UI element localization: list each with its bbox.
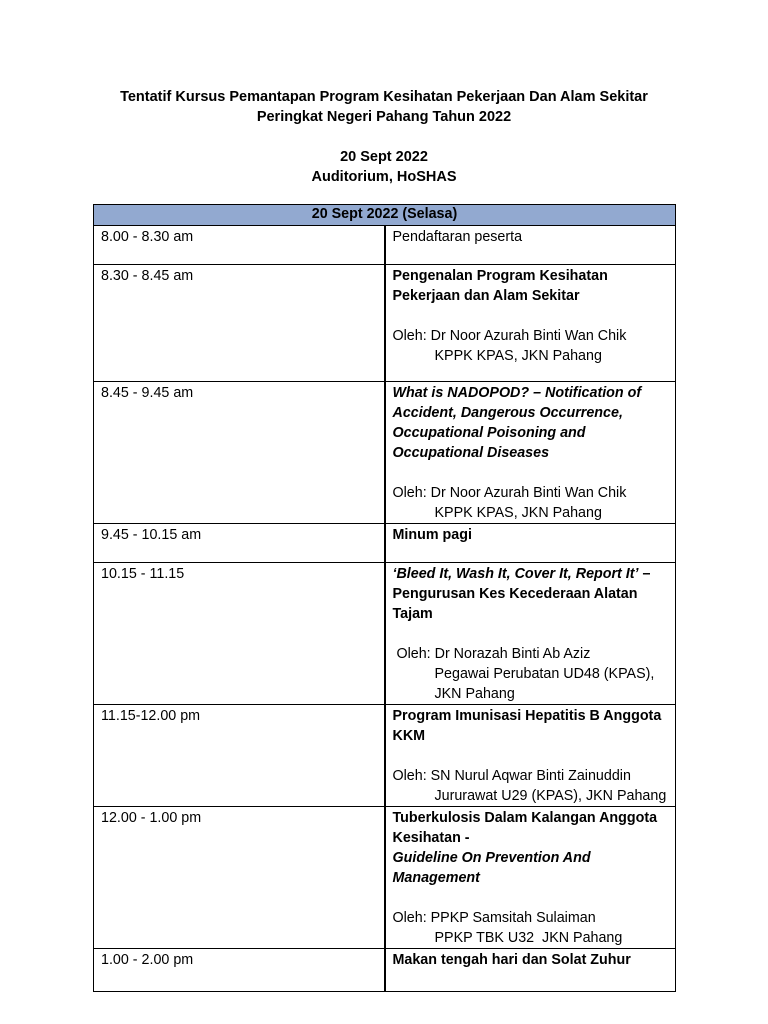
speaker-role: KPPK KPAS, JKN Pahang	[434, 505, 602, 521]
document-subtitle: Peringkat Negeri Pahang Tahun 2022	[256, 109, 512, 125]
activity-title: Makan tengah hari dan Solat Zuhur	[392, 952, 631, 968]
activity-title: Minum pagi	[392, 527, 472, 543]
activity-cell	[385, 705, 676, 807]
time-cell: 10.15 - 11.15	[94, 563, 385, 705]
speaker-block	[393, 326, 669, 366]
speaker-block	[393, 644, 669, 704]
time-cell: 12.00 - 1.00 pm	[94, 807, 385, 949]
speaker-block	[393, 766, 669, 806]
activity-title-italic: What is NADOPOD? – Notification of Accident, Dangerous Occurrence, Occupational Poisoning and Occupational Diseases	[392, 385, 642, 461]
activity-title-rest: – Pengurusan Kes Kecederaan Alatan Tajam	[392, 566, 651, 622]
schedule-table	[93, 204, 676, 992]
day-header-row	[94, 205, 676, 226]
table-row	[94, 705, 676, 807]
speaker-role: Pegawai Perubatan UD48 (KPAS), JKN Pahang	[434, 666, 655, 702]
activity-cell	[385, 226, 676, 265]
time-cell: 8.45 - 9.45 am	[94, 382, 385, 524]
activity-cell	[385, 382, 676, 524]
event-date: 20 Sept 2022	[340, 149, 428, 165]
header-spacer	[0, 127, 768, 147]
activity-cell	[385, 265, 676, 382]
activity-title	[393, 383, 669, 463]
table-row	[94, 807, 676, 949]
time-cell: 9.45 - 10.15 am	[94, 524, 385, 563]
speaker-block	[393, 483, 669, 523]
speaker-role: PPKP TBK U32 JKN Pahang	[434, 930, 623, 946]
speaker-role: KPPK KPAS, JKN Pahang	[434, 348, 602, 364]
day-header: 20 Sept 2022 (Selasa)	[94, 205, 676, 226]
table-row	[94, 524, 676, 563]
table-row	[94, 382, 676, 524]
time-cell: 8.00 - 8.30 am	[94, 226, 385, 265]
activity-cell	[385, 807, 676, 949]
speaker-block	[393, 908, 669, 948]
speaker-name: Oleh: SN Nurul Aqwar Binti Zainuddin	[392, 768, 631, 784]
activity-title: Pengenalan Program Kesihatan Pekerjaan dan Alam Sekitar	[392, 268, 608, 304]
time-cell: 1.00 - 2.00 pm	[94, 949, 385, 992]
document-header	[0, 87, 768, 187]
event-venue: Auditorium, HoSHAS	[311, 169, 457, 185]
document-title: Tentatif Kursus Pemantapan Program Kesihatan Pekerjaan Dan Alam Sekitar	[120, 89, 648, 105]
time-cell: 8.30 - 8.45 am	[94, 265, 385, 382]
activity-cell	[385, 949, 676, 992]
speaker-role: Jururawat U29 (KPAS), JKN Pahang	[434, 788, 667, 804]
activity-title: Tuberkulosis Dalam Kalangan Anggota Kesihatan -	[392, 810, 658, 846]
activity-title-line2	[393, 848, 669, 888]
time-cell: 11.15-12.00 pm	[94, 705, 385, 807]
activity-cell	[385, 524, 676, 563]
activity-cell	[385, 563, 676, 705]
table-row	[94, 563, 676, 705]
table-row	[94, 949, 676, 992]
activity-title-italic: ‘Bleed It, Wash It, Cover It, Report It’	[392, 566, 639, 582]
activity-title	[393, 564, 669, 624]
speaker-name: Oleh: Dr Noor Azurah Binti Wan Chik	[392, 328, 627, 344]
table-row	[94, 226, 676, 265]
speaker-name: Oleh: Dr Noor Azurah Binti Wan Chik	[392, 485, 627, 501]
speaker-name: Oleh: PPKP Samsitah Sulaiman	[392, 910, 596, 926]
activity-title: Pendaftaran peserta	[392, 229, 523, 245]
activity-title-italic: Guideline On Prevention And Management	[392, 850, 591, 886]
speaker-name: Oleh: Dr Norazah Binti Ab Aziz	[392, 646, 591, 662]
table-row	[94, 265, 676, 382]
activity-title: Program Imunisasi Hepatitis B Anggota KKM	[392, 708, 662, 744]
